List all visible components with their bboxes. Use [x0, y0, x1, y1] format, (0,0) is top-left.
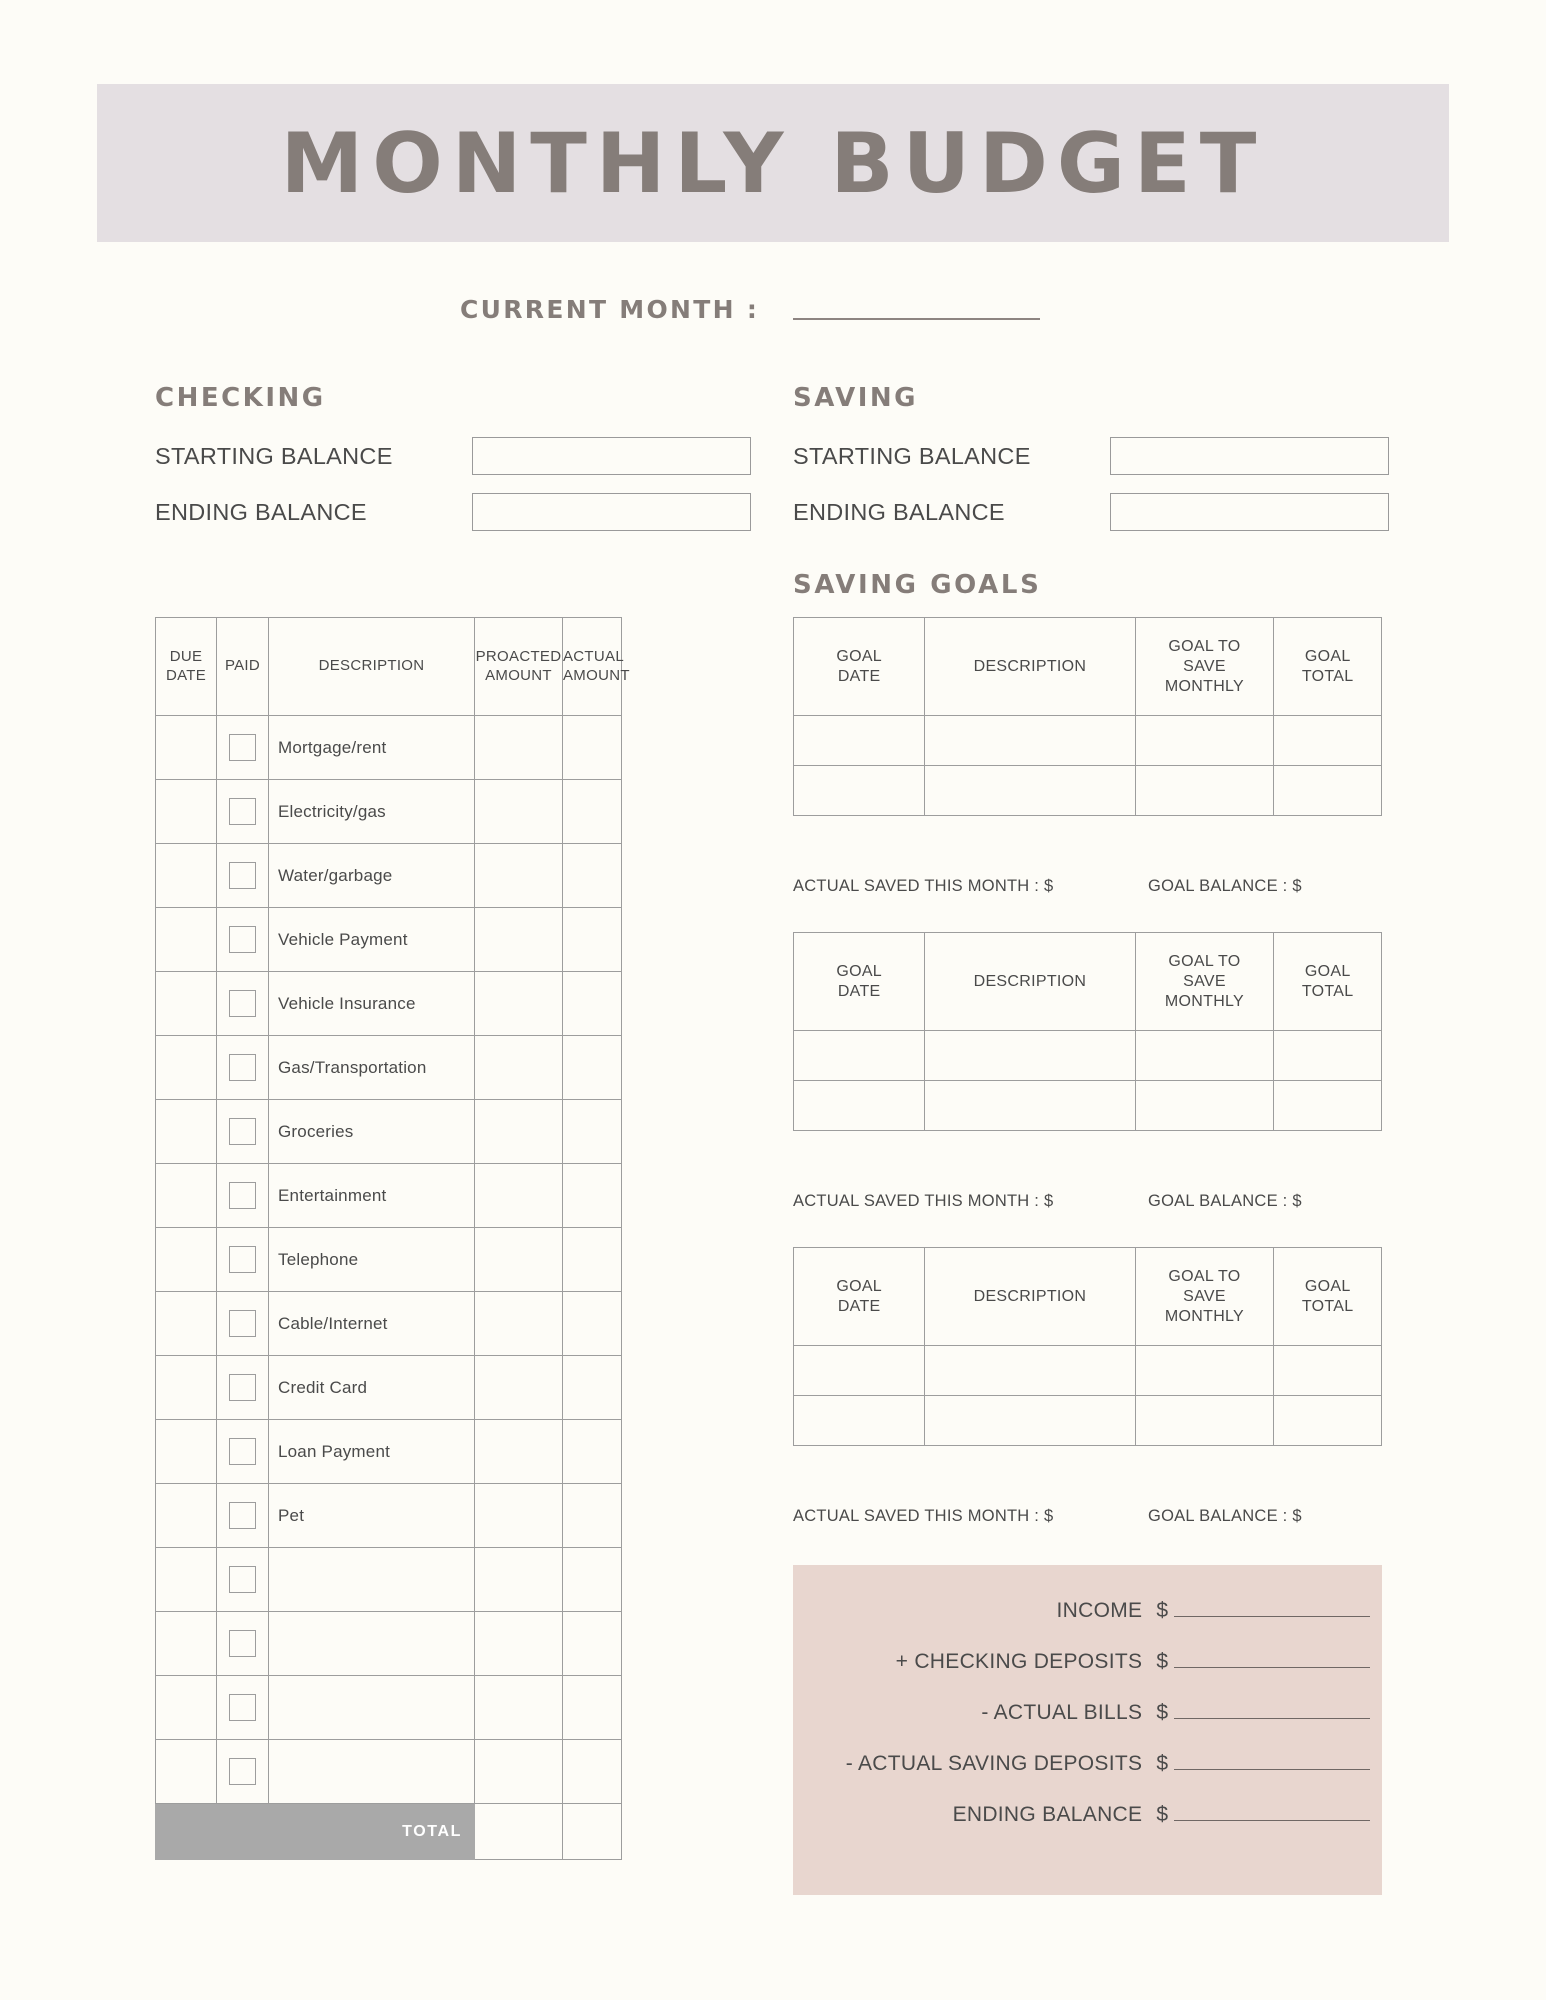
- bill-description-cell[interactable]: Vehicle Payment: [269, 908, 475, 972]
- bills-table-header-row: [156, 618, 622, 716]
- paid-checkbox[interactable]: [229, 1694, 256, 1721]
- summary-row: [793, 1695, 1382, 1746]
- goal-header-description: DESCRIPTION: [925, 618, 1135, 716]
- saving-ending-balance-row: [793, 493, 1389, 531]
- bills-total-projected-input[interactable]: [475, 1804, 563, 1860]
- bill-actual-cell[interactable]: [563, 1420, 622, 1484]
- bill-paid-cell[interactable]: [217, 716, 269, 780]
- table-row: [156, 1292, 622, 1356]
- bill-due-date-cell[interactable]: [156, 1548, 217, 1612]
- bill-projected-cell[interactable]: [475, 972, 563, 1036]
- summary-value-input[interactable]: [1174, 1593, 1370, 1617]
- currency-symbol: $: [1156, 1599, 1168, 1622]
- paid-checkbox[interactable]: [229, 1118, 256, 1145]
- bill-projected-cell[interactable]: [475, 1292, 563, 1356]
- table-row: [156, 1164, 622, 1228]
- table-row: [156, 1228, 622, 1292]
- bill-actual-cell[interactable]: [563, 1612, 622, 1676]
- saving-goal-table: [793, 617, 1382, 816]
- saving-goal-footer: [793, 1192, 1382, 1211]
- bill-actual-cell[interactable]: [563, 1356, 622, 1420]
- paid-checkbox[interactable]: [229, 862, 256, 889]
- bill-paid-cell[interactable]: [217, 1740, 269, 1804]
- checking-ending-balance-row: [155, 493, 751, 531]
- paid-checkbox[interactable]: [229, 798, 256, 825]
- table-row: [156, 844, 622, 908]
- table-row: [156, 1484, 622, 1548]
- bill-due-date-cell[interactable]: [156, 780, 217, 844]
- bill-projected-cell[interactable]: [475, 1740, 563, 1804]
- saving-ending-balance-label: ENDING BALANCE: [793, 498, 1005, 525]
- table-row: [794, 1396, 1382, 1446]
- bill-paid-cell[interactable]: [217, 1036, 269, 1100]
- goal-monthly-cell[interactable]: [1135, 1081, 1274, 1131]
- paid-checkbox[interactable]: [229, 1438, 256, 1465]
- paid-checkbox[interactable]: [229, 1054, 256, 1081]
- bill-description-cell[interactable]: Mortgage/rent: [269, 716, 475, 780]
- bill-projected-cell[interactable]: [475, 908, 563, 972]
- bill-actual-cell[interactable]: [563, 1100, 622, 1164]
- checking-starting-balance-row: [155, 437, 751, 475]
- summary-value-input[interactable]: [1174, 1797, 1370, 1821]
- bill-description-cell[interactable]: Vehicle Insurance: [269, 972, 475, 1036]
- goal-total-cell[interactable]: [1274, 766, 1382, 816]
- saving-ending-balance-input[interactable]: [1110, 493, 1389, 531]
- table-row: [156, 1612, 622, 1676]
- goal-monthly-cell[interactable]: [1135, 1396, 1274, 1446]
- actual-line1: ACTUAL: [563, 648, 624, 666]
- bills-total-label: TOTAL: [156, 1804, 475, 1860]
- checking-ending-balance-label: ENDING BALANCE: [155, 498, 367, 525]
- bill-projected-cell[interactable]: [475, 1164, 563, 1228]
- current-month-label: CURRENT MONTH :: [460, 295, 760, 324]
- goal-header-row: [794, 933, 1382, 1031]
- title-banner: [97, 84, 1449, 242]
- saving-starting-balance-input[interactable]: [1110, 437, 1389, 475]
- summary-value-input[interactable]: [1174, 1746, 1370, 1770]
- bill-description-cell[interactable]: Telephone: [269, 1228, 475, 1292]
- paid-checkbox[interactable]: [229, 1566, 256, 1593]
- table-row: [794, 716, 1382, 766]
- saving-goal-table: [793, 932, 1382, 1131]
- current-month-row: [460, 295, 1040, 324]
- bill-actual-cell[interactable]: [563, 1740, 622, 1804]
- saving-goal-table: [793, 1247, 1382, 1446]
- table-row: [156, 1356, 622, 1420]
- bill-description-cell[interactable]: [269, 1740, 475, 1804]
- saving-starting-balance-row: [793, 437, 1389, 475]
- bill-due-date-cell[interactable]: [156, 1164, 217, 1228]
- bill-due-date-cell[interactable]: [156, 1484, 217, 1548]
- bill-due-date-cell[interactable]: [156, 1228, 217, 1292]
- table-row: [156, 716, 622, 780]
- bill-paid-cell[interactable]: [217, 780, 269, 844]
- bill-actual-cell[interactable]: [563, 716, 622, 780]
- goal-description-cell[interactable]: [925, 1081, 1135, 1131]
- bill-paid-cell[interactable]: [217, 1164, 269, 1228]
- saving-goals-heading: SAVING GOALS: [793, 570, 1042, 600]
- table-row: [156, 972, 622, 1036]
- goal-description-cell[interactable]: [925, 766, 1135, 816]
- bill-description-cell[interactable]: Water/garbage: [269, 844, 475, 908]
- bill-projected-cell[interactable]: [475, 844, 563, 908]
- table-row: [156, 1548, 622, 1612]
- goal-header-monthly: GOAL TO SAVE MONTHLY: [1135, 933, 1274, 1031]
- bills-header-due-date: [156, 618, 217, 716]
- bill-description-cell[interactable]: Cable/Internet: [269, 1292, 475, 1356]
- bill-actual-cell[interactable]: [563, 1548, 622, 1612]
- summary-value-input[interactable]: [1174, 1695, 1370, 1719]
- projected-line1: PROACTED: [475, 648, 562, 666]
- bill-paid-cell[interactable]: [217, 1100, 269, 1164]
- bill-due-date-cell[interactable]: [156, 844, 217, 908]
- bill-due-date-cell[interactable]: [156, 1676, 217, 1740]
- goal-header-total: GOAL TOTAL: [1274, 1248, 1382, 1346]
- currency-symbol: $: [1156, 1701, 1168, 1724]
- bill-projected-cell[interactable]: [475, 1036, 563, 1100]
- due-date-line1: DUE: [169, 648, 203, 666]
- bill-description-cell[interactable]: Gas/Transportation: [269, 1036, 475, 1100]
- bill-due-date-cell[interactable]: [156, 1740, 217, 1804]
- currency-symbol: $: [1156, 1752, 1168, 1775]
- bill-actual-cell[interactable]: [563, 780, 622, 844]
- actual-saved-this-month-label[interactable]: ACTUAL SAVED THIS MONTH : $: [793, 1192, 1054, 1210]
- bill-due-date-cell[interactable]: [156, 716, 217, 780]
- projected-line2: AMOUNT: [485, 666, 552, 684]
- bill-projected-cell[interactable]: [475, 1100, 563, 1164]
- page-title: MONTHLY BUDGET: [280, 114, 1266, 212]
- bill-actual-cell[interactable]: [563, 1292, 622, 1356]
- bill-paid-cell[interactable]: [217, 972, 269, 1036]
- bill-actual-cell[interactable]: [563, 908, 622, 972]
- goal-header-date: GOAL DATE: [794, 618, 925, 716]
- goal-date-cell[interactable]: [794, 1031, 925, 1081]
- bill-paid-cell[interactable]: [217, 1420, 269, 1484]
- paid-checkbox[interactable]: [229, 1630, 256, 1657]
- table-row: [156, 1036, 622, 1100]
- summary-row: [793, 1593, 1382, 1644]
- bill-actual-cell[interactable]: [563, 1228, 622, 1292]
- goal-header-total: GOAL TOTAL: [1274, 933, 1382, 1031]
- bill-projected-cell[interactable]: [475, 1612, 563, 1676]
- saving-starting-balance-label: STARTING BALANCE: [793, 442, 1031, 469]
- goal-monthly-cell[interactable]: [1135, 766, 1274, 816]
- goal-description-cell[interactable]: [925, 1396, 1135, 1446]
- bills-total-row: [156, 1804, 622, 1860]
- bill-description-cell[interactable]: Electricity/gas: [269, 780, 475, 844]
- bill-actual-cell[interactable]: [563, 844, 622, 908]
- table-row: [794, 766, 1382, 816]
- bill-description-cell[interactable]: Pet: [269, 1484, 475, 1548]
- goal-total-cell[interactable]: [1274, 1396, 1382, 1446]
- goal-total-cell[interactable]: [1274, 1346, 1382, 1396]
- bill-description-cell[interactable]: Loan Payment: [269, 1420, 475, 1484]
- table-row: [794, 1346, 1382, 1396]
- bill-projected-cell[interactable]: [475, 1356, 563, 1420]
- bill-paid-cell[interactable]: [217, 1228, 269, 1292]
- bill-due-date-cell[interactable]: [156, 908, 217, 972]
- bill-paid-cell[interactable]: [217, 908, 269, 972]
- summary-row: [793, 1644, 1382, 1695]
- table-row: [156, 1100, 622, 1164]
- actual-saved-this-month-label[interactable]: ACTUAL SAVED THIS MONTH : $: [793, 877, 1054, 895]
- bill-actual-cell[interactable]: [563, 1484, 622, 1548]
- goal-description-cell[interactable]: [925, 1346, 1135, 1396]
- saving-goal-footer: [793, 1507, 1382, 1526]
- saving-heading: SAVING: [793, 383, 918, 413]
- table-row: [156, 1740, 622, 1804]
- bill-paid-cell[interactable]: [217, 1548, 269, 1612]
- goal-monthly-cell[interactable]: [1135, 1031, 1274, 1081]
- summary-box: [793, 1565, 1382, 1895]
- goal-balance-label[interactable]: GOAL BALANCE : $: [1148, 1507, 1302, 1525]
- bill-projected-cell[interactable]: [475, 1676, 563, 1740]
- bill-due-date-cell[interactable]: [156, 1036, 217, 1100]
- summary-row: [793, 1797, 1382, 1848]
- goal-date-cell[interactable]: [794, 1081, 925, 1131]
- checking-starting-balance-input[interactable]: [472, 437, 751, 475]
- bill-due-date-cell[interactable]: [156, 972, 217, 1036]
- bill-paid-cell[interactable]: [217, 1356, 269, 1420]
- bill-actual-cell[interactable]: [563, 1676, 622, 1740]
- bill-actual-cell[interactable]: [563, 1164, 622, 1228]
- checking-ending-balance-input[interactable]: [472, 493, 751, 531]
- goal-balance-label[interactable]: GOAL BALANCE : $: [1148, 877, 1302, 895]
- paid-checkbox[interactable]: [229, 1182, 256, 1209]
- table-row: [794, 1081, 1382, 1131]
- bills-header-projected-amount: [475, 618, 563, 716]
- actual-line2: AMOUNT: [563, 666, 630, 684]
- saving-goal-footer: [793, 877, 1382, 896]
- bill-projected-cell[interactable]: [475, 1420, 563, 1484]
- summary-label: ENDING BALANCE: [952, 1803, 1143, 1826]
- bill-paid-cell[interactable]: [217, 1484, 269, 1548]
- goal-header-date: GOAL DATE: [794, 1248, 925, 1346]
- goal-date-cell[interactable]: [794, 1396, 925, 1446]
- bill-due-date-cell[interactable]: [156, 1420, 217, 1484]
- bill-due-date-cell[interactable]: [156, 1612, 217, 1676]
- bill-description-cell[interactable]: [269, 1612, 475, 1676]
- table-row: [156, 1420, 622, 1484]
- paid-checkbox[interactable]: [229, 1502, 256, 1529]
- bill-projected-cell[interactable]: [475, 1228, 563, 1292]
- bill-description-cell[interactable]: [269, 1676, 475, 1740]
- goal-header-total: GOAL TOTAL: [1274, 618, 1382, 716]
- bill-description-cell[interactable]: Groceries: [269, 1100, 475, 1164]
- paid-checkbox[interactable]: [229, 926, 256, 953]
- paid-checkbox[interactable]: [229, 1246, 256, 1273]
- bills-header-actual-amount: [563, 618, 630, 716]
- checking-starting-balance-label: STARTING BALANCE: [155, 442, 393, 469]
- summary-label: - ACTUAL SAVING DEPOSITS: [845, 1752, 1143, 1775]
- due-date-line2: DATE: [165, 666, 207, 684]
- goal-balance-label[interactable]: GOAL BALANCE : $: [1148, 1192, 1302, 1210]
- bill-due-date-cell[interactable]: [156, 1100, 217, 1164]
- paid-checkbox[interactable]: [229, 990, 256, 1017]
- summary-row: [793, 1746, 1382, 1797]
- summary-label: - ACTUAL BILLS: [981, 1701, 1143, 1724]
- table-row: [156, 1676, 622, 1740]
- paid-checkbox[interactable]: [229, 1310, 256, 1337]
- goal-date-cell[interactable]: [794, 1346, 925, 1396]
- bill-due-date-cell[interactable]: [156, 1356, 217, 1420]
- bill-paid-cell[interactable]: [217, 844, 269, 908]
- summary-label: + CHECKING DEPOSITS: [895, 1650, 1143, 1673]
- goal-total-cell[interactable]: [1274, 716, 1382, 766]
- bill-actual-cell[interactable]: [563, 972, 622, 1036]
- bill-due-date-cell[interactable]: [156, 1292, 217, 1356]
- goal-header-description: DESCRIPTION: [925, 933, 1135, 1031]
- bills-header-paid: PAID: [217, 618, 269, 716]
- bill-paid-cell[interactable]: [217, 1612, 269, 1676]
- bills-total-actual-input[interactable]: [563, 1804, 622, 1860]
- goal-date-cell[interactable]: [794, 766, 925, 816]
- bill-paid-cell[interactable]: [217, 1676, 269, 1740]
- paid-checkbox[interactable]: [229, 734, 256, 761]
- bills-table: [155, 617, 630, 1860]
- goal-header-date: GOAL DATE: [794, 933, 925, 1031]
- goal-description-cell[interactable]: [925, 716, 1135, 766]
- bill-description-cell[interactable]: [269, 1548, 475, 1612]
- bill-description-cell[interactable]: Credit Card: [269, 1356, 475, 1420]
- table-row: [156, 780, 622, 844]
- bill-projected-cell[interactable]: [475, 780, 563, 844]
- goal-total-cell[interactable]: [1274, 1031, 1382, 1081]
- checking-heading: CHECKING: [155, 383, 326, 413]
- current-month-input[interactable]: [793, 318, 1040, 320]
- summary-label: INCOME: [1056, 1599, 1143, 1622]
- paid-checkbox[interactable]: [229, 1758, 256, 1785]
- goal-monthly-cell[interactable]: [1135, 716, 1274, 766]
- goal-header-row: [794, 618, 1382, 716]
- bill-description-cell[interactable]: Entertainment: [269, 1164, 475, 1228]
- goal-description-cell[interactable]: [925, 1031, 1135, 1081]
- goal-monthly-cell[interactable]: [1135, 1346, 1274, 1396]
- bill-projected-cell[interactable]: [475, 1548, 563, 1612]
- goal-header-monthly: GOAL TO SAVE MONTHLY: [1135, 1248, 1274, 1346]
- currency-symbol: $: [1156, 1803, 1168, 1826]
- paid-checkbox[interactable]: [229, 1374, 256, 1401]
- goal-total-cell[interactable]: [1274, 1081, 1382, 1131]
- goal-header-row: [794, 1248, 1382, 1346]
- actual-saved-this-month-label[interactable]: ACTUAL SAVED THIS MONTH : $: [793, 1507, 1054, 1525]
- bill-projected-cell[interactable]: [475, 1484, 563, 1548]
- table-row: [156, 908, 622, 972]
- goal-date-cell[interactable]: [794, 716, 925, 766]
- table-row: [794, 1031, 1382, 1081]
- currency-symbol: $: [1156, 1650, 1168, 1673]
- summary-value-input[interactable]: [1174, 1644, 1370, 1668]
- goal-header-monthly: GOAL TO SAVE MONTHLY: [1135, 618, 1274, 716]
- bill-projected-cell[interactable]: [475, 716, 563, 780]
- bill-actual-cell[interactable]: [563, 1036, 622, 1100]
- goal-header-description: DESCRIPTION: [925, 1248, 1135, 1346]
- bills-header-description: DESCRIPTION: [269, 618, 475, 716]
- bill-paid-cell[interactable]: [217, 1292, 269, 1356]
